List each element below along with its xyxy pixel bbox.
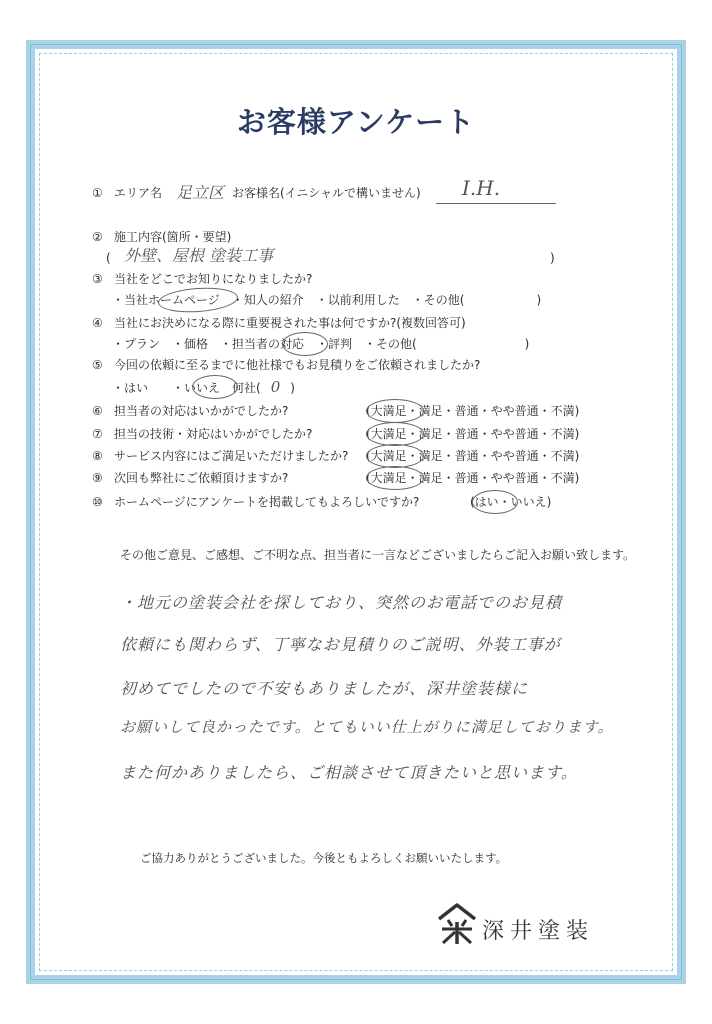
decorative-border [26, 40, 686, 984]
page-title: お客様アンケート [236, 105, 476, 139]
question-3 [92, 269, 622, 289]
q1-name-value: I.H. [462, 176, 501, 200]
q10-scale: (はい・いいえ) [470, 495, 552, 509]
q1-area-label: エリア名 [114, 186, 163, 200]
q5-label: 今回の依頼に至るまでに他社様でもお見積りをご依頼されましたか? [114, 358, 481, 372]
q4-number: ④ [92, 316, 103, 330]
name-underline [436, 203, 556, 204]
comment-line-1: ・地元の塗装会社を探しており、突然のお電話でのお見積 [120, 593, 563, 612]
comment-prompt: その他ご意見、ご感想、ご不明な点、担当者に一言などございましたらご記入お願い致します。 [120, 548, 636, 562]
q7-scale: (大満足・満足・普通・やや普通・不満) [366, 427, 580, 441]
q9-scale: (大満足・満足・普通・やや普通・不満) [366, 471, 580, 485]
q5-options-b: ) [290, 381, 295, 395]
comment-line-2: 依頼にも関わらず、丁寧なお見積りのご説明、外装工事が [120, 635, 561, 654]
q8-label: サービス内容にはご満足いただけましたか? [114, 449, 349, 463]
company-logo-icon [436, 902, 478, 946]
q7-number: ⑦ [92, 427, 103, 441]
q1-area-value: 足立区 [176, 183, 225, 202]
q2-open-paren: ( [106, 251, 111, 265]
q5-number: ⑤ [92, 358, 103, 372]
q3-options: ・当社ホームページ ・知人の紹介 ・以前利用した ・その他( ) [112, 293, 542, 307]
q1-name-label: お客様名(イニシャルで構いません) [232, 186, 421, 200]
q1-number: ① [92, 186, 103, 200]
company-name: 深井塗装 [482, 919, 595, 944]
q4-label: 当社にお決めになる際に重要視された事は何ですか?(複数回答可) [114, 316, 466, 330]
q8-scale: (大満足・満足・普通・やや普通・不満) [366, 449, 580, 463]
q5-count: 0 [270, 378, 281, 396]
q2-number: ② [92, 230, 103, 244]
q9-number: ⑨ [92, 471, 103, 485]
q10-label: ホームページにアンケートを掲載してもよろしいですか? [114, 495, 420, 509]
q9-label: 次回も弊社にご依頼頂けますか? [114, 471, 289, 485]
q8-number: ⑧ [92, 449, 103, 463]
q7-answer-circle [366, 422, 424, 446]
q10-answer-circle [472, 490, 518, 514]
comment-line-3: 初めてでしたので不安もありましたが、深井塗装様に [120, 679, 529, 698]
q5-answer-circle [192, 375, 238, 399]
q5-options-a: ・はい ・いいえ 何社( [112, 381, 261, 395]
comment-line-5: また何かありましたら、ご相談させて頂きたいと思います。 [120, 763, 578, 782]
q8-answer-circle [366, 444, 424, 468]
question-5 [92, 355, 622, 375]
q6-answer-circle [366, 399, 424, 423]
comment-line-4: お願いして良かったです。とてもいい仕上がりに満足しております。 [120, 718, 614, 736]
q4-options: ・プラン ・価格 ・担当者の対応 ・評判 ・その他( ) [112, 337, 530, 351]
q2-close-paren: ) [550, 251, 555, 265]
q3-number: ③ [92, 272, 103, 286]
q4-answer-circle [282, 332, 328, 356]
q6-scale: (大満足・満足・普通・やや普通・不満) [366, 404, 580, 418]
q10-number: ⑩ [92, 495, 103, 509]
q3-label: 当社をどこでお知りになりましたか? [114, 272, 313, 286]
q6-label: 担当者の対応はいかがでしたか? [114, 404, 289, 418]
q2-answer: 外壁、屋根 塗装工事 [124, 246, 274, 265]
question-4 [92, 313, 622, 333]
q6-number: ⑥ [92, 404, 103, 418]
q2-label: 施工内容(箇所・要望) [114, 230, 232, 244]
thanks-text: ご協力ありがとうございました。今後ともよろしくお願いいたします。 [140, 851, 508, 865]
q7-label: 担当の技術・対応はいかがでしたか? [114, 427, 313, 441]
q9-answer-circle [366, 466, 424, 490]
